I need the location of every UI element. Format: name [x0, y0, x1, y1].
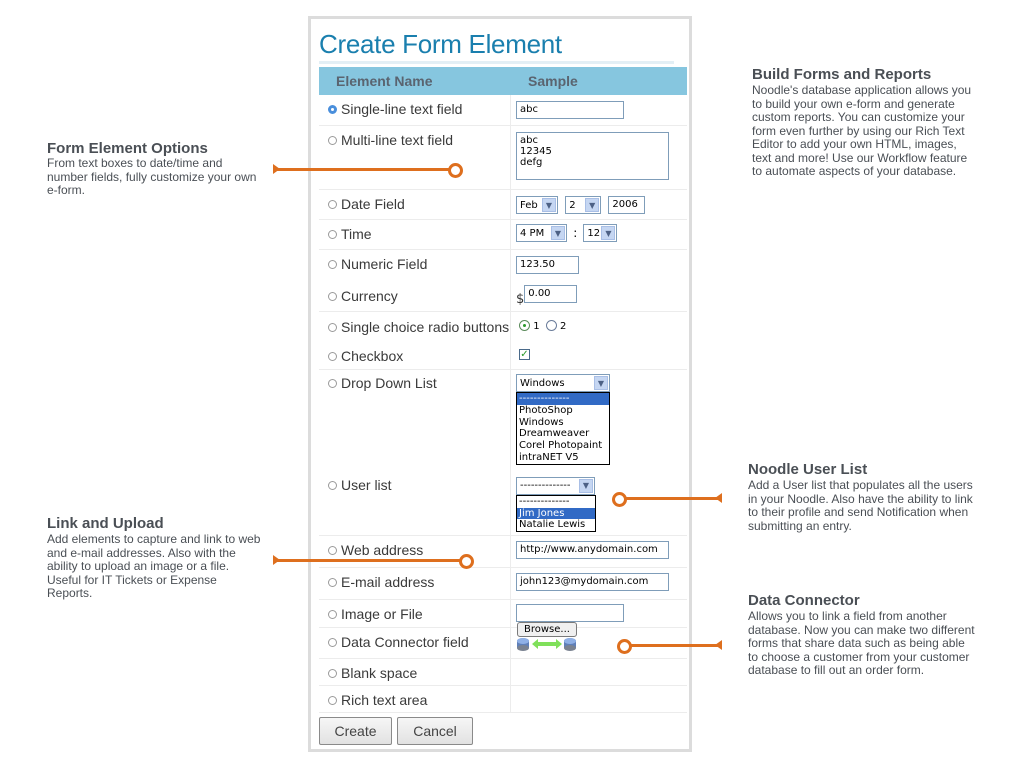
form-options-title: Form Element Options — [47, 140, 208, 157]
user-option[interactable]: Jim Jones — [517, 508, 595, 520]
form-options-text: From text boxes to date/time and number fields, fully customize your own e-form. — [47, 156, 257, 197]
table-row[interactable] — [328, 256, 510, 288]
web-address-input[interactable]: http://www.anydomain.com — [516, 541, 669, 559]
table-row[interactable] — [319, 190, 687, 220]
table-row[interactable] — [319, 126, 687, 190]
connector-line — [275, 168, 450, 171]
radio-email[interactable] — [328, 578, 337, 587]
build-forms-text: Noodle's database application allows you to build your own e-form and generate custom reports. You can customize your form even further by using our Rich Text Editor to add your own HTML, images, text and more! Use our Workflow feature to automate aspects of your database. — [752, 83, 972, 178]
textarea-line: defg — [520, 157, 543, 168]
table-row[interactable] — [328, 348, 510, 364]
table-row[interactable] — [319, 568, 687, 600]
row-label: Checkbox — [341, 348, 404, 364]
link-upload-title: Link and Upload — [47, 515, 164, 532]
row-label: Date Field — [341, 196, 405, 212]
dropdown-select[interactable] — [516, 374, 610, 392]
dropdown-option[interactable]: Dreamweaver — [519, 428, 590, 440]
connector-arrow-icon — [715, 640, 722, 650]
dropdown-option[interactable]: intraNET V5 — [519, 451, 579, 463]
radio-single-line[interactable] — [328, 105, 337, 114]
radio-checkbox[interactable] — [328, 352, 337, 361]
hour-select[interactable] — [516, 224, 567, 242]
radio-dropdown[interactable] — [328, 379, 337, 388]
radio-option-label: 1 — [533, 321, 540, 332]
row-label: Single-line text field — [341, 101, 463, 117]
data-connector-icon — [516, 637, 578, 651]
checkbox-checked[interactable]: ✓ — [520, 349, 529, 360]
radio-blank-space[interactable] — [328, 669, 337, 678]
radio-image-file[interactable] — [328, 610, 337, 619]
table-row[interactable] — [319, 536, 687, 568]
dropdown-options-list — [516, 392, 610, 465]
row-label: Drop Down List — [341, 375, 437, 391]
connector-line — [275, 559, 460, 562]
table-row[interactable] — [319, 659, 687, 686]
radio-numeric[interactable] — [328, 260, 337, 269]
chevron-down-icon: ▼ — [594, 376, 608, 390]
user-option[interactable]: Natalie Lewis — [519, 519, 586, 531]
element-table — [319, 67, 687, 713]
browse-button[interactable]: Browse... — [517, 622, 577, 637]
hour-value: 4 PM — [520, 227, 545, 239]
connector-arrow-icon — [715, 493, 722, 503]
table-row-group — [319, 370, 687, 536]
table-header — [319, 67, 687, 95]
chevron-down-icon: ▼ — [551, 226, 565, 240]
radio-option-2[interactable] — [546, 320, 557, 331]
dropdown-option[interactable]: -------------- — [517, 393, 609, 405]
radio-date[interactable] — [328, 200, 337, 209]
currency-input[interactable]: 0.00 — [524, 285, 577, 303]
file-input[interactable] — [516, 604, 624, 622]
currency-symbol: $ — [516, 292, 525, 307]
row-label: Image or File — [341, 606, 423, 622]
row-label: Web address — [341, 542, 424, 558]
table-row[interactable] — [328, 288, 510, 304]
radio-option-1[interactable] — [519, 320, 530, 331]
connector-dot-icon — [448, 163, 463, 178]
connector-line — [624, 497, 720, 500]
chevron-down-icon: ▼ — [585, 198, 599, 212]
minute-value: 12 — [587, 227, 601, 239]
link-upload-text: Add elements to capture and link to web and e-mail addresses. Also with the ability to upload an image or a file. Useful for IT Tickets or Expense Reports. — [47, 532, 261, 600]
dropdown-option[interactable]: PhotoShop — [519, 404, 573, 416]
user-list-options — [516, 495, 596, 532]
table-row-group — [319, 250, 687, 312]
time-separator: : — [573, 226, 578, 240]
day-select[interactable] — [565, 196, 601, 214]
row-label: Currency — [341, 288, 398, 304]
cancel-button[interactable]: Cancel — [397, 717, 473, 745]
create-form-element-panel — [308, 16, 692, 752]
row-label: Blank space — [341, 665, 418, 681]
table-row-group — [319, 312, 687, 370]
table-row[interactable] — [328, 319, 510, 348]
chevron-down-icon: ▼ — [579, 479, 593, 493]
table-row[interactable] — [319, 686, 687, 713]
minute-select[interactable] — [583, 224, 617, 242]
single-line-input[interactable]: abc — [516, 101, 624, 119]
data-connector-text: Allows you to link a field from another database. Now you can make two different forms that share data such as being able to choose a customer from your customer database to fill out an order form. — [748, 609, 975, 677]
table-row[interactable] — [328, 375, 510, 477]
row-label: User list — [341, 477, 392, 493]
radio-time[interactable] — [328, 230, 337, 239]
connector-dot-icon — [459, 554, 474, 569]
dropdown-option[interactable]: Windows — [519, 416, 564, 428]
dropdown-option[interactable]: Corel Photopaint — [519, 440, 603, 452]
build-forms-title: Build Forms and Reports — [752, 66, 932, 83]
numeric-input[interactable]: 123.50 — [516, 256, 579, 274]
radio-rich-text[interactable] — [328, 696, 337, 705]
chevron-down-icon: ▼ — [542, 198, 556, 212]
textarea-line: 12345 — [520, 146, 552, 157]
radio-option-label: 2 — [559, 321, 567, 332]
textarea-line: abc — [520, 135, 538, 146]
user-list-select[interactable] — [516, 477, 595, 495]
year-input[interactable]: 2006 — [608, 196, 645, 214]
data-connector-title: Data Connector — [748, 592, 860, 609]
radio-currency[interactable] — [328, 292, 337, 301]
page-title: Create Form Element — [319, 29, 562, 59]
table-row[interactable] — [319, 220, 687, 250]
row-label: Numeric Field — [341, 256, 428, 272]
title-divider — [319, 61, 674, 64]
radio-data-connector[interactable] — [328, 638, 337, 647]
radio-web[interactable] — [328, 546, 337, 555]
user-list-value: -------------- — [520, 480, 571, 492]
connector-line — [629, 644, 720, 647]
table-row[interactable] — [319, 600, 687, 635]
month-select[interactable] — [516, 196, 558, 214]
user-list-title: Noodle User List — [748, 461, 868, 478]
user-list-text: Add a User list that populates all the users in your Noodle. Also have the ability to link to their profile and send Notification when submitting an entry. — [748, 478, 973, 533]
dropdown-value: Windows — [520, 377, 565, 389]
create-button[interactable]: Create — [319, 717, 392, 745]
radio-user-list[interactable] — [328, 481, 337, 490]
user-option[interactable]: -------------- — [519, 495, 570, 507]
header-sample: Sample — [528, 73, 578, 89]
month-value: Feb — [520, 199, 538, 211]
radio-single-choice[interactable] — [328, 323, 337, 332]
row-label: Rich text area — [341, 692, 428, 708]
row-label: Time — [341, 226, 372, 242]
radio-multi-line[interactable] — [328, 136, 337, 145]
multi-line-textarea[interactable] — [516, 132, 669, 180]
row-label: E-mail address — [341, 574, 435, 590]
row-label: Data Connector field — [341, 634, 469, 650]
chevron-down-icon: ▼ — [601, 226, 615, 240]
table-row[interactable] — [328, 477, 510, 493]
header-element-name: Element Name — [336, 73, 433, 89]
day-value: 2 — [569, 199, 576, 211]
row-label: Multi-line text field — [341, 132, 454, 148]
row-label: Single choice radio buttons — [341, 319, 510, 335]
table-row[interactable] — [319, 95, 687, 126]
email-input[interactable]: john123@mydomain.com — [516, 573, 669, 591]
